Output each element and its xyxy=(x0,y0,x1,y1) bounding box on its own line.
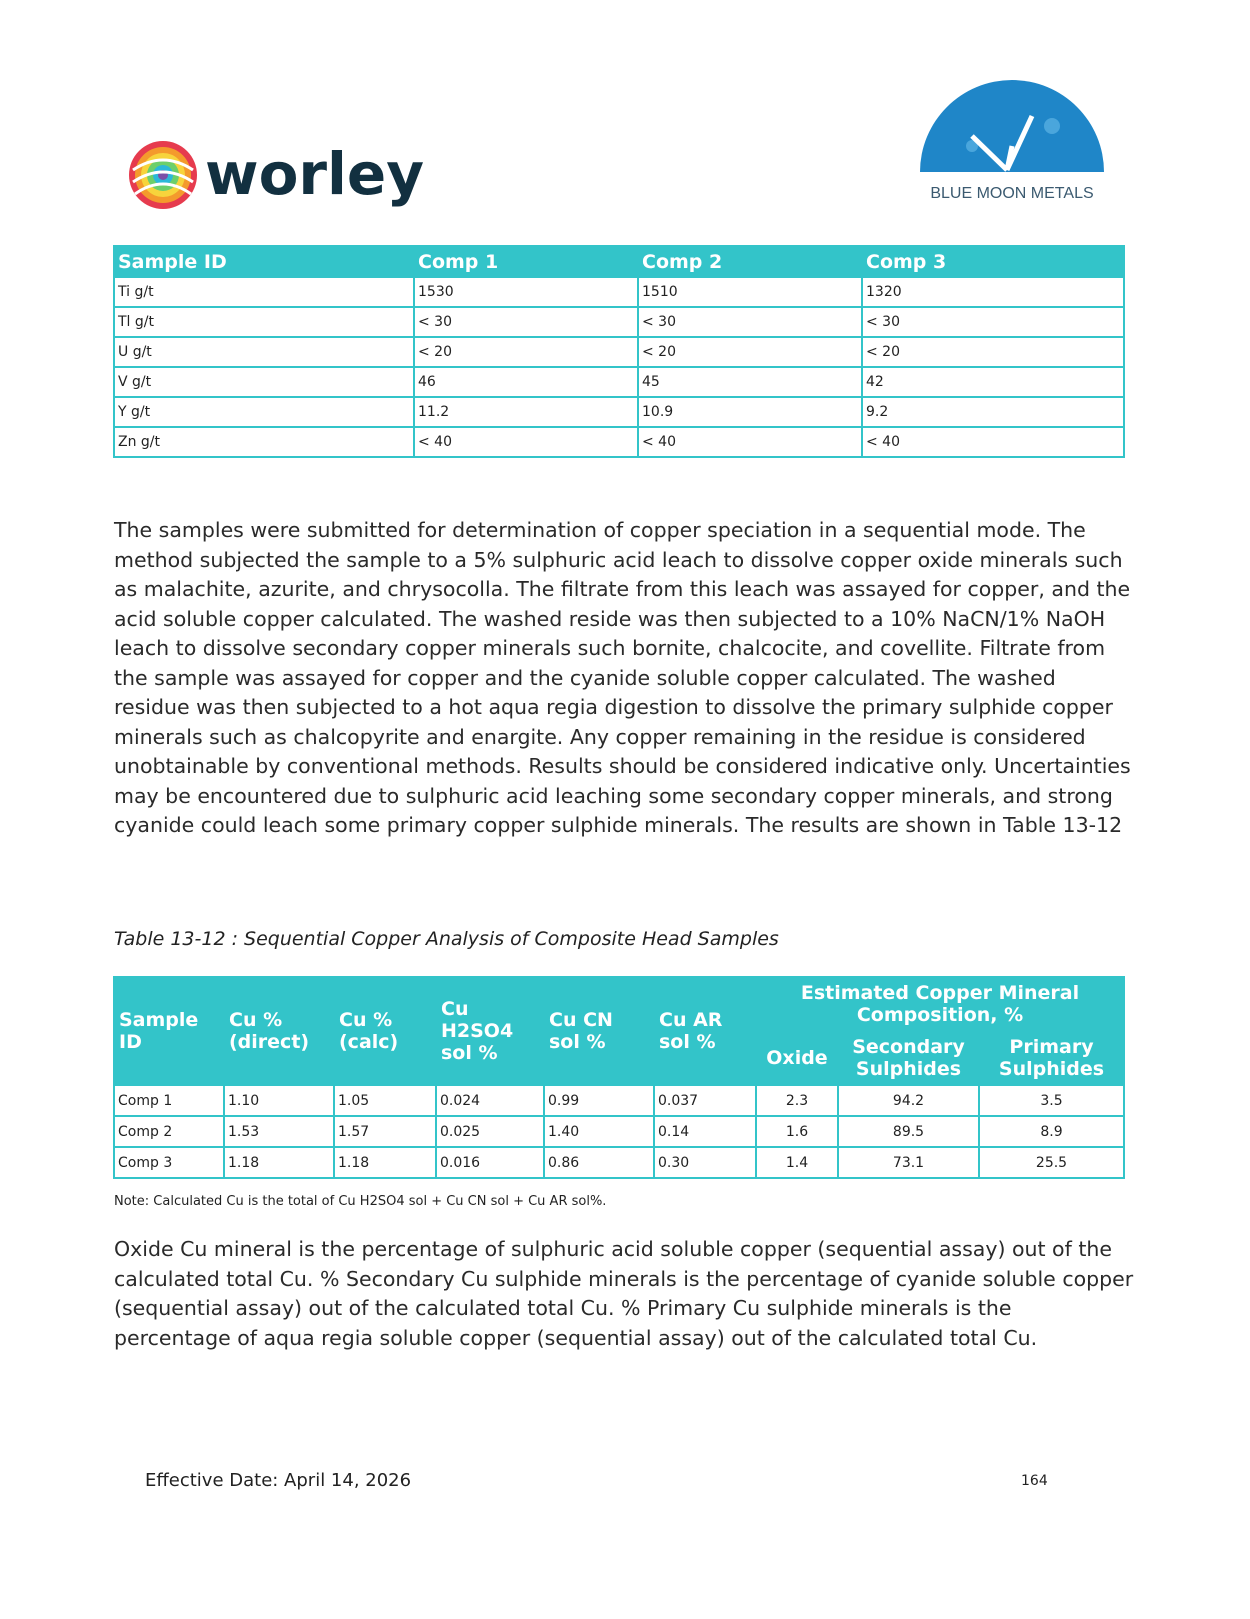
table-cell: 0.016 xyxy=(436,1147,544,1178)
table-row xyxy=(114,1147,1124,1178)
table-header-row xyxy=(114,246,1124,277)
header-cell: Primary Sulphides xyxy=(979,1031,1124,1085)
table-cell: Comp 1 xyxy=(114,1085,224,1116)
element-assay-table xyxy=(113,245,1125,458)
table-cell: 45 xyxy=(638,367,862,397)
table-cell: 0.037 xyxy=(654,1085,756,1116)
table-cell: 0.30 xyxy=(654,1147,756,1178)
header-cell: Sample ID xyxy=(114,977,224,1085)
table-row xyxy=(114,397,1124,427)
table-cell: < 30 xyxy=(414,307,638,337)
table-cell: < 40 xyxy=(414,427,638,457)
table-caption: Table 13-12 : Sequential Copper Analysis of Composite Head Samples xyxy=(114,928,779,950)
table-cell: Ti g/t xyxy=(114,277,414,307)
table-cell: 89.5 xyxy=(838,1116,979,1147)
table-cell: 9.2 xyxy=(862,397,1124,427)
table-cell: 25.5 xyxy=(979,1147,1124,1178)
table-cell: 1.10 xyxy=(224,1085,334,1116)
table-cell: 0.024 xyxy=(436,1085,544,1116)
header-cell: Cu AR sol % xyxy=(654,977,756,1085)
header-cell: Cu H2SO4 sol % xyxy=(436,977,544,1085)
table-row xyxy=(114,337,1124,367)
table-cell: 8.9 xyxy=(979,1116,1124,1147)
table-cell: Comp 3 xyxy=(114,1147,224,1178)
table-cell: 11.2 xyxy=(414,397,638,427)
table-cell: 1.40 xyxy=(544,1116,654,1147)
table-cell: 0.99 xyxy=(544,1085,654,1116)
table-cell: < 20 xyxy=(414,337,638,367)
table-cell: 73.1 xyxy=(838,1147,979,1178)
table-cell: 1.6 xyxy=(756,1116,838,1147)
table-cell: U g/t xyxy=(114,337,414,367)
header-cell: Secondary Sulphides xyxy=(838,1031,979,1085)
copper-analysis-table xyxy=(113,976,1125,1179)
table-note: Note: Calculated Cu is the total of Cu H2SO4 sol + Cu CN sol + Cu AR sol%. xyxy=(114,1194,607,1209)
table-row xyxy=(114,1085,1124,1116)
table-cell: 0.14 xyxy=(654,1116,756,1147)
blue-moon-wordmark: BLUE MOON METALS xyxy=(930,185,1094,202)
table-cell: < 20 xyxy=(862,337,1124,367)
table-cell: 0.025 xyxy=(436,1116,544,1147)
table-cell: Y g/t xyxy=(114,397,414,427)
page-number: 164 xyxy=(1021,1473,1048,1489)
table-cell: 1.57 xyxy=(334,1116,436,1147)
table-cell: 1.18 xyxy=(224,1147,334,1178)
effective-date: Effective Date: April 14, 2026 xyxy=(145,1470,412,1491)
table-cell: Tl g/t xyxy=(114,307,414,337)
header-cell: Comp 2 xyxy=(638,246,862,277)
table-cell: Zn g/t xyxy=(114,427,414,457)
header-cell: Cu % (direct) xyxy=(224,977,334,1085)
header-group-cell: Estimated Copper Mineral Composition, % xyxy=(756,977,1124,1031)
table-row xyxy=(114,307,1124,337)
table-row xyxy=(114,1116,1124,1147)
table-cell: 42 xyxy=(862,367,1124,397)
worley-swirl-icon xyxy=(129,141,197,209)
table-cell: < 30 xyxy=(638,307,862,337)
table-cell: 46 xyxy=(414,367,638,397)
table-cell: Comp 2 xyxy=(114,1116,224,1147)
table-cell: 2.3 xyxy=(756,1085,838,1116)
table-row xyxy=(114,277,1124,307)
blue-moon-metals-logo xyxy=(912,76,1112,206)
table-cell: < 40 xyxy=(638,427,862,457)
body-paragraph: The samples were submitted for determination of copper speciation in a sequential mode. The method subjected the sample to a 5% sulphuric acid leach to dissolve copper oxide minerals such as malachite, azurite, and chrysocolla. The filtrate from this leach was assayed for copper, and the acid soluble copper calculated. The washed reside was then subjected to a 10% NaCN/1% NaOH leach to dissolve secondary copper minerals such bornite, chalcocite, and covellite. Filtrate from the sample was assayed for copper and the cyanide soluble copper calculated. The washed residue was then subjected to a hot aqua regia digestion to dissolve the primary sulphide copper minerals such as chalcopyrite and enargite. Any copper remaining in the residue is considered unobtainable by conventional methods. Results should be considered indicative only. Uncertainties may be encountered due to sulphuric acid leaching some secondary copper minerals, and strong cyanide could leach some primary copper sulphide minerals. The results are shown in Table 13-12 xyxy=(114,518,1131,837)
table-cell: < 20 xyxy=(638,337,862,367)
worley-wordmark: worley xyxy=(205,140,425,208)
table-cell: 1320 xyxy=(862,277,1124,307)
body-paragraph: Oxide Cu mineral is the percentage of sulphuric acid soluble copper (sequential assay) out of the calculated total Cu. % Secondary Cu sulphide minerals is the percentage of cyanide soluble copper (sequential assay) out of the calculated total Cu. % Primary Cu sulphide minerals is the percentage of aqua regia soluble copper (sequential assay) out of the calculated total Cu. xyxy=(114,1237,1134,1350)
table-cell: 1530 xyxy=(414,277,638,307)
table-cell: 1.05 xyxy=(334,1085,436,1116)
table-row xyxy=(114,367,1124,397)
header-cell: Cu % (calc) xyxy=(334,977,436,1085)
header-cell: Sample ID xyxy=(114,246,414,277)
table-cell: < 40 xyxy=(862,427,1124,457)
table-row xyxy=(114,427,1124,457)
header-cell: Oxide xyxy=(756,1031,838,1085)
worley-logo xyxy=(125,130,445,220)
table-cell: 94.2 xyxy=(838,1085,979,1116)
table-cell: 1.18 xyxy=(334,1147,436,1178)
table-cell: 3.5 xyxy=(979,1085,1124,1116)
header-cell: Comp 1 xyxy=(414,246,638,277)
table-cell: 10.9 xyxy=(638,397,862,427)
table-header-row xyxy=(114,977,1124,1031)
table-cell: 1.53 xyxy=(224,1116,334,1147)
table-cell: 1510 xyxy=(638,277,862,307)
header-cell: Comp 3 xyxy=(862,246,1124,277)
table-cell: 0.86 xyxy=(544,1147,654,1178)
table-cell: < 30 xyxy=(862,307,1124,337)
header-cell: Cu CN sol % xyxy=(544,977,654,1085)
table-cell: 1.4 xyxy=(756,1147,838,1178)
table-cell: V g/t xyxy=(114,367,414,397)
